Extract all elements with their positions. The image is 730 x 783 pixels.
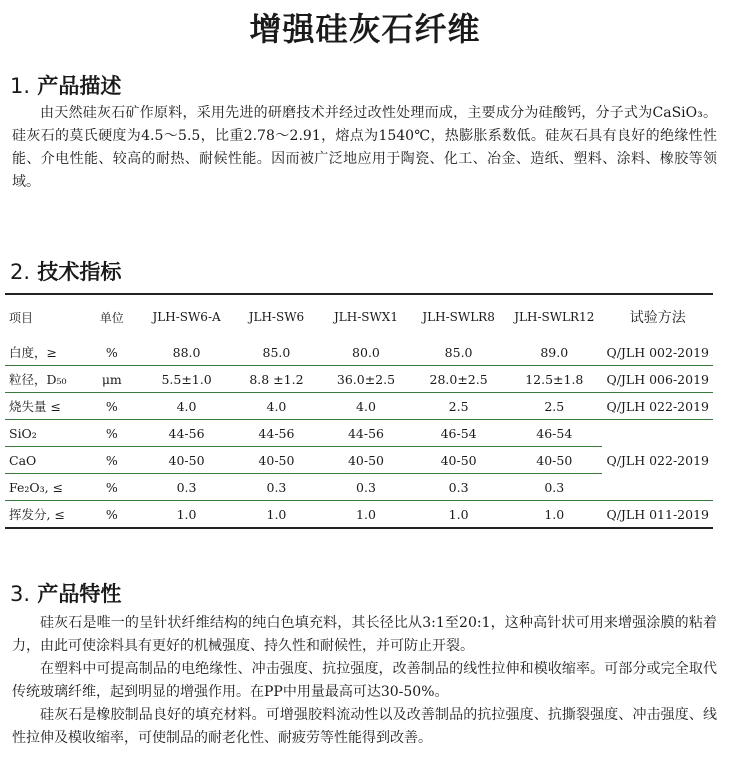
cell-value: 2.5 <box>411 393 506 420</box>
cell-value: 40-50 <box>321 447 411 474</box>
cell-unit: % <box>83 339 142 366</box>
cell-unit: % <box>83 393 142 420</box>
cell-value: 4.0 <box>232 393 321 420</box>
section-heading-features <box>10 578 121 608</box>
cell-item: 白度，≥ <box>5 339 83 366</box>
cell-unit: % <box>83 501 142 529</box>
cell-method: Q/JLH 011-2019 <box>602 501 713 529</box>
col-header-grade: JLH-SWLR8 <box>422 310 495 324</box>
spec-table <box>5 293 713 529</box>
cell-value: 40-50 <box>506 447 602 474</box>
cell-value: 0.3 <box>321 474 411 501</box>
cell-value: 40-50 <box>411 447 506 474</box>
col-header-grade: JLH-SWLR12 <box>514 310 595 324</box>
cell-method: Q/JLH 022-2019 <box>602 393 713 420</box>
cell-method-merged: Q/JLH 022-2019 <box>606 452 709 468</box>
cell-value: 46-54 <box>411 420 506 447</box>
cell-value: 0.3 <box>141 474 232 501</box>
features-paragraph: 硅灰石是唯一的呈针状纤维结构的纯白色填充料，其长径比从3:1至20:1，这种高针状可用来增强涂膜的粘着力，由此可使涂料具有更好的机械强度、持久性和耐候性，并可防止开裂。 <box>12 615 717 654</box>
cell-value: 85.0 <box>411 339 506 366</box>
cell-item: 烧失量 ≤ <box>5 393 83 420</box>
cell-method: Q/JLH 006-2019 <box>602 366 713 393</box>
cell-item: CaO <box>5 447 83 474</box>
col-header-unit: 单位 <box>99 310 124 325</box>
cell-method: Q/JLH 002-2019 <box>602 339 713 366</box>
cell-unit: μm <box>83 366 142 393</box>
table-row <box>5 393 713 420</box>
cell-value: 46-54 <box>506 420 602 447</box>
features-paragraph: 硅灰石是橡胶制品良好的填充材料。可增强胶料流动性以及改善制品的抗拉强度、抗撕裂强度、冲击强度、线性拉伸及模收缩率，可使制品的耐老化性、耐疲劳等性能得到改善。 <box>12 707 717 746</box>
description-paragraph <box>12 102 717 194</box>
cell-value: 8.8 ±1.2 <box>232 366 321 393</box>
cell-value: 2.5 <box>506 393 602 420</box>
description-text: 由天然硅灰石矿作原料，采用先进的研磨技术并经过改性处理而成，主要成分为硅酸钙，分子式为CaSiO₃。硅灰石的莫氏硬度为4.5～5.5，比重2.78～2.91，熔点为1540℃，热膨胀系数低。硅灰石具有良好的绝缘性性能、介电性能、较高的耐热、耐候性能。因而被广泛地应用于陶瓷、化工、冶金、造纸、塑料、涂料、橡胶等领域。 <box>12 105 717 190</box>
cell-value: 1.0 <box>506 501 602 529</box>
table-row <box>5 420 713 447</box>
section-number: 1. <box>10 74 31 98</box>
col-header-method: 试验方法 <box>629 310 686 326</box>
features-paragraph: 在塑料中可提高制品的电绝缘性、冲击强度、抗拉强度，改善制品的线性拉伸和模收缩率。可部分或完全取代传统玻璃纤维，起到明显的增强作用。在PP中用量最高可达30-50%。 <box>12 661 717 700</box>
cell-value: 0.3 <box>232 474 321 501</box>
section-title: 产品特性 <box>37 582 122 606</box>
cell-value: 1.0 <box>321 501 411 529</box>
cell-value: 88.0 <box>141 339 232 366</box>
section-title: 产品描述 <box>37 74 122 98</box>
cell-item: 挥发分, ≤ <box>5 501 83 529</box>
cell-value: 5.5±1.0 <box>141 366 232 393</box>
cell-item: 粒径，D₅₀ <box>5 366 83 393</box>
section-heading-description <box>10 70 121 100</box>
cell-value: 89.0 <box>506 339 602 366</box>
col-header-grade: JLH-SW6 <box>248 310 305 324</box>
table-row <box>5 339 713 366</box>
section-heading-specs <box>10 256 121 286</box>
cell-value: 1.0 <box>232 501 321 529</box>
cell-value: 36.0±2.5 <box>321 366 411 393</box>
cell-value: 1.0 <box>411 501 506 529</box>
cell-value: 44-56 <box>141 420 232 447</box>
cell-value: 28.0±2.5 <box>411 366 506 393</box>
table-header-row <box>5 294 713 339</box>
features-text <box>12 612 717 750</box>
cell-value: 0.3 <box>411 474 506 501</box>
cell-unit: % <box>83 447 142 474</box>
cell-value: 44-56 <box>232 420 321 447</box>
cell-value: 0.3 <box>506 474 602 501</box>
page-title: 增强硅灰石纤维 <box>249 10 481 48</box>
table-row <box>5 501 713 529</box>
cell-value: 40-50 <box>141 447 232 474</box>
col-header-item: 项目 <box>9 310 34 325</box>
col-header-grade: JLH-SWX1 <box>333 310 398 324</box>
cell-value: 85.0 <box>232 339 321 366</box>
section-number: 2. <box>10 260 31 284</box>
cell-item: Fe₂O₃, ≤ <box>5 474 83 501</box>
cell-value: 12.5±1.8 <box>506 366 602 393</box>
col-header-grade: JLH-SW6-A <box>152 310 221 324</box>
cell-value: 40-50 <box>232 447 321 474</box>
cell-value: 4.0 <box>321 393 411 420</box>
table-row <box>5 366 713 393</box>
cell-value: 44-56 <box>321 420 411 447</box>
cell-value: 4.0 <box>141 393 232 420</box>
cell-value: 1.0 <box>141 501 232 529</box>
cell-value: 80.0 <box>321 339 411 366</box>
section-number: 3. <box>10 582 31 606</box>
cell-item: SiO₂ <box>5 420 83 447</box>
cell-unit: % <box>83 474 142 501</box>
cell-unit: % <box>83 420 142 447</box>
section-title: 技术指标 <box>37 260 122 284</box>
